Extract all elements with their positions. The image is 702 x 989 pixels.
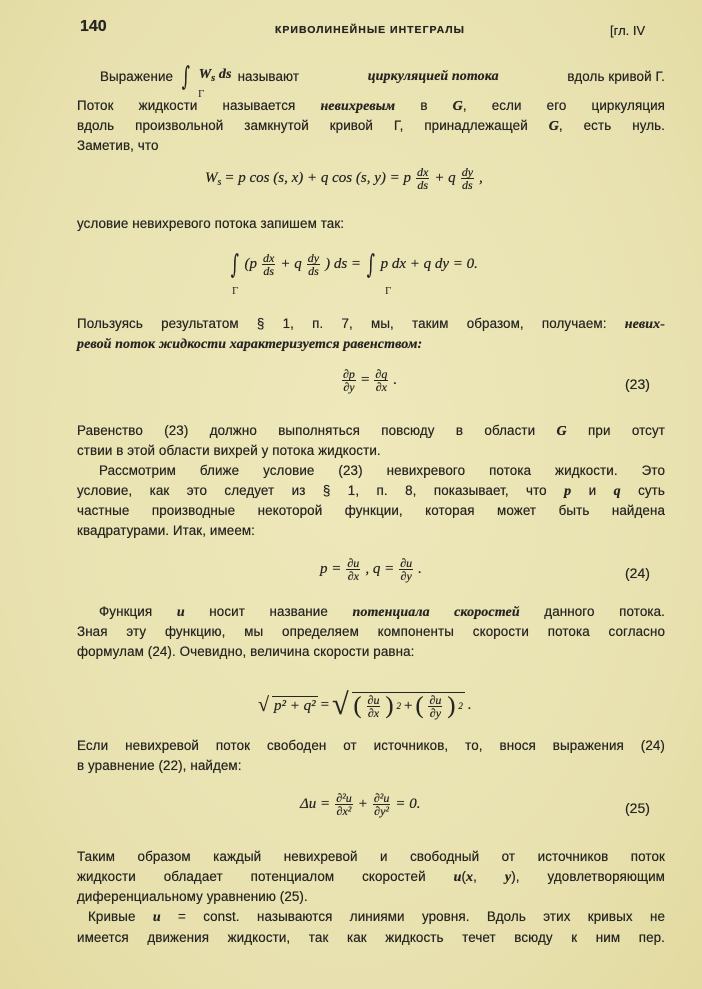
text-line — [77, 623, 665, 641]
text: формулам (24). Очевидно, величина скорости равна: — [77, 644, 415, 659]
emphasis-text: ревой поток жидкости характеризуется равенством: — [77, 337, 423, 352]
text-line — [77, 522, 665, 540]
fraction — [367, 694, 381, 719]
text: Рассмотрим ближе условие (23) невихревого потока жидкости. Это — [99, 463, 665, 478]
text: вдоль произвольной замкнутой кривой Г, принадлежащей — [77, 118, 549, 133]
text-line — [77, 97, 665, 116]
math: + q — [434, 170, 456, 186]
emphasis-text: p — [564, 484, 572, 499]
fraction — [374, 368, 388, 393]
math: . — [393, 372, 398, 388]
text: при отсут — [566, 423, 665, 438]
text: в уравнение (22), найдем: — [77, 758, 242, 773]
text-line — [77, 482, 665, 501]
emphasis-text: u — [176, 605, 185, 620]
math: , — [479, 170, 483, 186]
math: s — [217, 176, 222, 188]
numerator: ∂²u — [336, 791, 352, 805]
text: Выражение — [100, 69, 174, 84]
math: ) ds = — [325, 256, 362, 272]
math: + — [357, 796, 368, 812]
text: Равенство (23) должно выполняться повсюду в области — [77, 423, 557, 438]
emphasis-text: u — [152, 910, 161, 925]
running-title: КРИВОЛИНЕЙНЫЕ ИНТЕГРАЛЫ — [275, 24, 465, 36]
math: = p cos (s, x) + q cos (s, y) = p — [224, 170, 411, 186]
math: = — [320, 696, 330, 713]
text-line — [77, 868, 665, 887]
denominator: ds — [263, 264, 275, 278]
fraction — [416, 166, 429, 191]
math: 2 — [396, 701, 401, 711]
math: ( — [353, 693, 362, 719]
text: и — [571, 483, 614, 498]
text: ( — [461, 869, 467, 884]
text: вдоль кривой Г. — [567, 69, 665, 84]
text: носит название — [184, 604, 353, 619]
numerator: dx — [263, 251, 275, 265]
equation-23 — [340, 368, 397, 393]
text: частные производные некоторой функции, которая может быть найдена — [77, 503, 665, 518]
text-line — [88, 908, 665, 927]
text: Кривые — [88, 909, 153, 924]
math: (p — [244, 256, 258, 272]
text: ), удовлетворяющим — [511, 869, 665, 884]
text: , есть нуль. — [558, 118, 666, 133]
text-line — [77, 442, 665, 460]
integral-sign: ∫ — [181, 62, 191, 92]
text: , — [473, 869, 505, 884]
integral-sign: ∫ — [230, 249, 239, 280]
radicand — [352, 692, 465, 719]
text-line — [77, 215, 665, 233]
emphasis-text: невих- — [624, 317, 665, 332]
text: имеется движения жидкости, так как жидкость течет всюду к ним пер. — [77, 930, 665, 945]
fraction — [262, 252, 275, 277]
fraction — [342, 368, 356, 393]
text: ствии в этой области вихрей у потока жидкости. — [77, 443, 381, 458]
equation-number: (23) — [625, 376, 650, 392]
text: называют — [237, 69, 300, 84]
math: W — [205, 169, 218, 186]
text-line — [77, 335, 665, 354]
math: W — [198, 67, 212, 82]
fraction — [335, 792, 353, 817]
text: условие, как это следует из § 1, п. 8, показывает, что — [77, 483, 565, 498]
text: данного потока. — [519, 604, 665, 619]
denominator: ds — [417, 178, 428, 192]
math: p = — [320, 561, 342, 577]
emphasis-text: G — [556, 424, 567, 439]
numerator: dy — [461, 165, 474, 179]
numerator: ∂u — [367, 692, 380, 707]
fraction — [346, 557, 360, 582]
text-line — [77, 422, 665, 441]
text: Заметив, что — [77, 138, 159, 153]
text-run — [238, 68, 665, 86]
numerator: dy — [307, 251, 320, 265]
equation-number: (25) — [625, 800, 650, 816]
emphasis-text: y — [504, 870, 512, 885]
math: + — [403, 697, 413, 714]
text: Зная эту функцию, мы определяем компоненты скорости потока согласно — [77, 624, 665, 639]
integral-subscript: Г — [198, 88, 205, 100]
text-line — [77, 888, 665, 906]
text-line — [77, 137, 665, 155]
emphasis-text: потенциала скоростей — [352, 605, 520, 620]
text-line — [77, 643, 665, 661]
integral-subscript: Г — [232, 285, 239, 297]
text: Если невихревой поток свободен от источников, то, внося выражения (24) — [77, 738, 665, 753]
text: Поток жидкости называется — [77, 98, 321, 113]
page-number: 140 — [80, 18, 107, 35]
math: = 0. — [395, 796, 421, 812]
numerator: ∂²u — [373, 791, 390, 805]
radical-icon: √ — [332, 688, 349, 721]
text: Функция — [99, 604, 177, 619]
text: условие невихревого потока запишем так: — [77, 216, 345, 231]
math: = — [360, 372, 370, 388]
fraction — [428, 694, 442, 719]
integral-sign: ∫ — [366, 249, 375, 280]
numerator: ∂u — [429, 692, 442, 707]
text: в — [395, 98, 453, 113]
fraction — [307, 252, 320, 277]
text-line — [77, 848, 665, 866]
numerator: ∂u — [347, 556, 360, 570]
math: . — [467, 696, 472, 713]
fraction — [461, 166, 474, 191]
text-line — [99, 603, 665, 622]
math: + q — [280, 256, 302, 272]
fraction — [373, 792, 391, 817]
math: . — [418, 561, 422, 577]
text: Пользуясь результатом § 1, п. 7, мы, таким образом, получаем: — [77, 316, 625, 331]
emphasis-text: G — [548, 119, 559, 134]
equation-24 — [320, 557, 422, 582]
numerator: ∂p — [343, 367, 355, 381]
denominator: ∂x — [367, 705, 380, 720]
text-line — [77, 757, 665, 775]
text: = const. называются линиями уровня. Вдоль этих кривых не — [160, 909, 665, 924]
emphasis-text: x — [466, 870, 474, 885]
text-line — [77, 315, 665, 334]
integral-subscript: Г — [385, 285, 392, 297]
denominator: ds — [308, 264, 319, 278]
math: , q = — [365, 561, 395, 577]
denominator: ∂y — [400, 569, 412, 583]
emphasis-text: циркуляцией потока — [367, 69, 499, 84]
text-line — [77, 502, 665, 520]
chapter-label: [гл. IV — [610, 23, 646, 38]
math: ( — [415, 693, 424, 719]
text: Таким образом каждый невихревой и свободный от источников поток — [77, 849, 665, 864]
text-line — [99, 462, 665, 480]
text: квадратурами. Итак, имеем: — [77, 523, 255, 538]
denominator: ∂x² — [336, 804, 352, 818]
text: жидкости обладает потенциалом скоростей — [77, 869, 454, 884]
emphasis-text: u — [453, 870, 462, 885]
math: 2 — [458, 701, 463, 711]
denominator: ∂y — [429, 705, 442, 720]
math: s — [211, 73, 216, 84]
denominator: ∂y² — [374, 804, 390, 818]
math: ) — [447, 693, 456, 719]
denominator: ∂x — [347, 569, 359, 583]
text-line — [77, 117, 665, 136]
text: суть — [620, 483, 665, 498]
math: p dx + q dy = 0. — [380, 256, 478, 272]
equation-25 — [300, 792, 421, 817]
numerator: ∂q — [375, 367, 388, 381]
text: , если его циркуляция — [462, 98, 666, 113]
text-line — [77, 737, 665, 755]
emphasis-text: q — [613, 484, 621, 499]
math: ) — [385, 693, 394, 719]
denominator: ∂x — [375, 380, 387, 394]
denominator: ∂y — [343, 380, 355, 394]
math — [199, 66, 232, 88]
emphasis-text: невихревым — [320, 99, 396, 114]
radical-icon: √ — [258, 693, 269, 716]
text-line — [77, 929, 665, 947]
text: диференциальному уравнению (25). — [77, 889, 308, 904]
math: ds — [218, 67, 232, 82]
equation-ws — [205, 166, 483, 191]
math: p² + q² — [273, 697, 316, 714]
text-line — [100, 62, 665, 92]
numerator: ∂u — [400, 556, 413, 570]
emphasis-text: G — [452, 99, 463, 114]
equation-number: (24) — [625, 565, 650, 581]
math: Δu = — [300, 796, 331, 812]
denominator: ds — [462, 178, 473, 192]
fraction — [399, 557, 413, 582]
equation-integral — [228, 249, 478, 280]
equation-speed — [258, 688, 472, 722]
numerator: dx — [416, 165, 429, 179]
